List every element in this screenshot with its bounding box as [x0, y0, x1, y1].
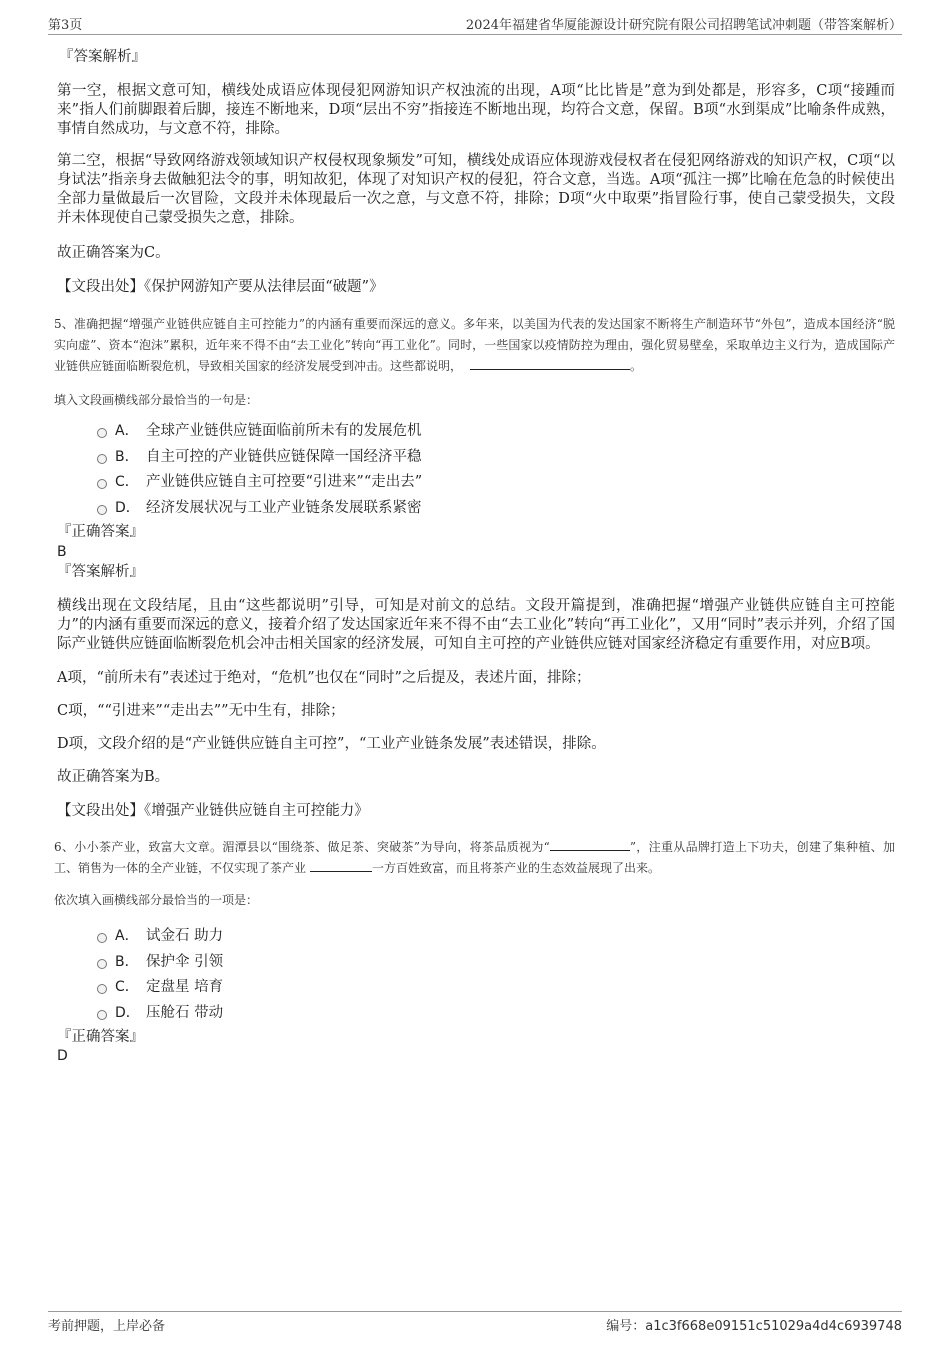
radio-button[interactable]: [97, 428, 107, 438]
q5-option-d[interactable]: D． 经济发展状况与工业产业链条发展联系紧密: [57, 496, 895, 522]
page-footer: [48, 1311, 902, 1334]
q5-analysis-p4: D项，文段介绍的是“产业链供应链自主可控”，“工业产业链条发展”表述错误，排除。: [57, 736, 606, 752]
q5-option-c[interactable]: C． 产业链供应链自主可控要“引进来”“走出去”: [57, 470, 895, 496]
radio-button[interactable]: [97, 505, 107, 515]
q5-analysis-p1: 横线出现在文段结尾，且由“这些都说明”引导，可知是对前文的总结。文段开篇提到，准确把握“增强产业链供应链自主可控能力”的内涵有重要而深远的意义，接着介绍了发达国家近年来不得不由“去工业化”转向“再工业化”，又用“同时”表示并列，介绍了国际产业链供应链面临断裂危机会冲击相关国家的经济发展，可知自主可控的产业链供应链对国家经济稳定有重要作用，对应B项。: [57, 598, 895, 652]
q4-analysis-p2: 第二空，根据“导致网络游戏领域知识产权侵权现象频发”可知，横线处成语应体现游戏侵权者在侵犯网络游戏的知识产权，C项“以身试法”指亲身去做触犯法令的事，明知故犯，体现了对知识产权的侵犯，符合文意，当选。A项“孤注一掷”比喻在危急的时候使出全部力量做最后一次冒险，文段并未体现最后一次之意，与文意不符，排除；D项“火中取栗”指冒险行事，使自己蒙受损失，文段并未体现使自己蒙受损失之意，排除。: [57, 153, 895, 226]
q5-analysis-p2: A项，“前所未有”表述过于绝对，“危机”也仅在“同时”之后提及，表述片面，排除；: [57, 670, 591, 686]
q6-options: [57, 924, 895, 1026]
q5-source: 【文段出处】《增强产业链供应链自主可控能力》: [57, 803, 369, 819]
q5-option-a[interactable]: A． 全球产业链供应链面临前所未有的发展危机: [57, 419, 895, 445]
q5-instruction: 填入文段画横线部分最恰当的一句是：: [54, 393, 259, 407]
q5-correct-answer: B: [57, 544, 67, 560]
q6-option-b[interactable]: B． 保护伞 引领: [57, 950, 895, 976]
q6-stem: 6、小小茶产业，致富大文章。湄潭县以“围绕茶、做足茶、突破茶”为导向，将茶品质视为“ ”，注重从品牌打造上下功夫，创建了集种植、加工、销售为一体的全产业链，不仅实现了茶产业 一方百姓致富，而且将茶产业的生态效益展现了出来。: [54, 840, 895, 875]
q5-correct-label: 『正确答案』: [57, 524, 144, 540]
q5-analysis-conclusion: 故正确答案为B。: [57, 769, 170, 785]
q5-stem: 5、准确把握“增强产业链供应链自主可控能力”的内涵有重要而深远的意义。多年来，以美国为代表的发达国家不断将生产制造环节“外包”，造成本国经济“脱实向虚”、资本“泡沫”累积，近年来不得不由“去工业化”转向“再工业化”。同时，一些国家以疫情防控为理由，强化贸易壁垒，采取单边主义行为，造成国际产业链供应链面临断裂危机，导致相关国家的经济发展受到冲击。这些都说明， 。: [54, 317, 895, 373]
q6-option-a[interactable]: A． 试金石 助力: [57, 924, 895, 950]
page-content: [54, 46, 895, 1065]
q5-analysis-p3: C项，““引进来”“走出去””无中生有，排除；: [57, 703, 345, 719]
document-code: 编号：a1c3f668e09151c51029a4d4c6939748: [606, 1319, 902, 1334]
footer-slogan: 考前押题，上岸必备: [48, 1319, 166, 1334]
q4-analysis-p1: 第一空，根据文意可知，横线处成语应体现侵犯网游知识产权浊流的出现，A项“比比皆是”意为到处都是，形容多，C项“接踵而来”指人们前脚跟着后脚，接连不断地来，D项“层出不穷”指接连不断地出现，均符合文意，保留。B项“水到渠成”比喻条件成熟，事情自然成功，与文意不符，排除。: [57, 83, 895, 137]
q6-blank-1: [550, 838, 630, 851]
q6-instruction: 依次填入画横线部分最恰当的一项是：: [54, 893, 259, 907]
radio-button[interactable]: [97, 959, 107, 969]
radio-button[interactable]: [97, 479, 107, 489]
page-header: [48, 14, 902, 35]
radio-button[interactable]: [97, 1010, 107, 1020]
radio-button[interactable]: [97, 454, 107, 464]
page-number: 第3页: [48, 18, 83, 33]
radio-button[interactable]: [97, 933, 107, 943]
radio-button[interactable]: [97, 984, 107, 994]
q5-options: [57, 419, 895, 521]
q4-analysis-label: 『答案解析』: [59, 49, 146, 65]
q5-analysis-label: 『答案解析』: [57, 564, 144, 580]
q6-correct-answer: D: [57, 1048, 68, 1064]
q6-option-c[interactable]: C． 定盘星 培育: [57, 975, 895, 1001]
q4-analysis-conclusion: 故正确答案为C。: [57, 245, 170, 261]
q6-correct-label: 『正确答案』: [57, 1029, 144, 1045]
q5-option-b[interactable]: B． 自主可控的产业链供应链保障一国经济平稳: [57, 445, 895, 471]
q6-blank-2: [310, 859, 372, 872]
document-title: 2024年福建省华厦能源设计研究院有限公司招聘笔试冲刺题（带答案解析）: [465, 18, 902, 33]
q4-source: 【文段出处】《保护网游知产要从法律层面“破题”》: [57, 279, 384, 295]
q6-option-d[interactable]: D． 压舱石 带动: [57, 1001, 895, 1027]
q5-blank: [470, 357, 630, 370]
